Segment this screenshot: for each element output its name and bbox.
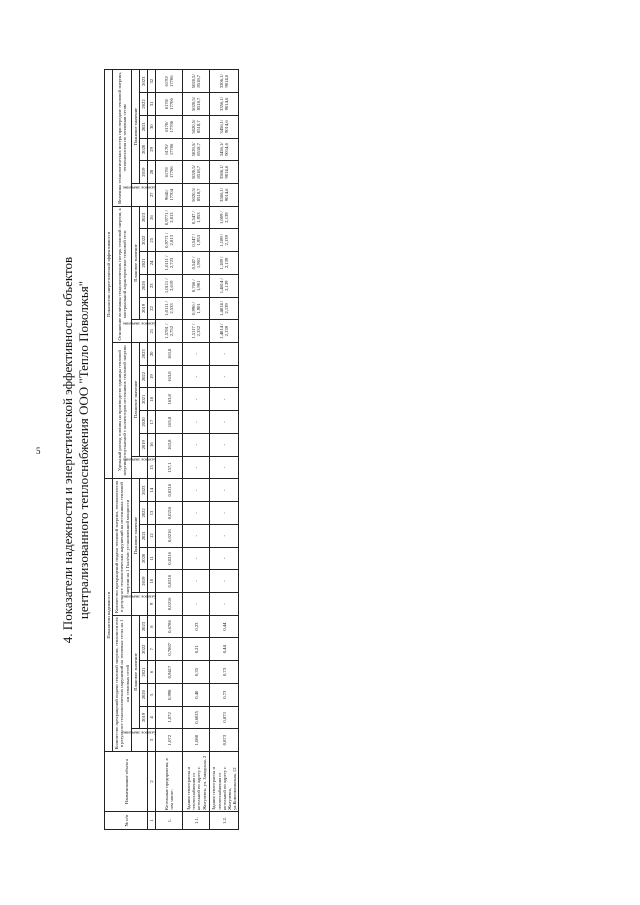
table-cell: 0,21 xyxy=(183,638,210,661)
header-year: 2019 xyxy=(140,570,148,593)
header-no: № п/п xyxy=(105,812,148,830)
header-year: 2022 xyxy=(140,502,148,525)
column-number: 1 xyxy=(148,812,156,830)
table-row xyxy=(210,70,239,830)
row-object-name: Здания теплотрассы и теплоснабжения от котельной по адресу г. Жигулевск, ул.Комсомольская, 12 xyxy=(210,752,239,812)
table-cell: 0,6786 xyxy=(156,615,183,638)
table-cell: 0,9771 / 2,813 xyxy=(156,229,183,252)
table-cell: - xyxy=(183,479,210,502)
header-base-label: Базовое значение xyxy=(122,730,157,736)
table-cell: 1,4814 / 2,139 xyxy=(210,320,239,343)
table-cell: 6170/ 17706 xyxy=(156,161,183,184)
column-number: 32 xyxy=(148,70,156,93)
table-cell: 0,0216 xyxy=(156,479,183,502)
header-group-4: Отношение величины технологических потерь тепловой энергии, к материальной характеристике тепловой сети xyxy=(113,206,132,342)
table-cell: 0,23 xyxy=(183,615,210,638)
header-year: 2023 xyxy=(140,70,148,93)
table-cell: - xyxy=(183,547,210,570)
table-cell: 5020,5/ 8518,7 xyxy=(183,93,210,116)
column-number: 19 xyxy=(148,365,156,388)
table-cell: 1,189 / 2,139 xyxy=(210,252,239,275)
header-year: 2020 xyxy=(140,683,148,706)
table-cell: 0,547 / 1,901 xyxy=(183,252,210,275)
table-cell: - xyxy=(210,411,239,434)
header-year: 2020 xyxy=(140,547,148,570)
header-year: 2022 xyxy=(140,229,148,252)
table-cell: 1,189 / 2,139 xyxy=(210,229,239,252)
header-year: 2023 xyxy=(140,479,148,502)
header-year: 2019 xyxy=(140,433,148,456)
table-cell: 1,072 xyxy=(156,706,183,729)
column-number: 30 xyxy=(148,115,156,138)
column-number: 9 xyxy=(148,592,156,615)
table-cell: - xyxy=(183,343,210,366)
header-year: 2022 xyxy=(140,93,148,116)
header-plan-value-1: Плановое значение xyxy=(131,615,139,729)
column-number: 22 xyxy=(148,297,156,320)
table-cell: - xyxy=(183,456,210,479)
header-plan-value-4: Плановое значение xyxy=(131,206,139,320)
table-cell: 0,73 xyxy=(210,683,239,706)
header-base-label: Базовое значение xyxy=(122,185,157,191)
table-cell: 1,072 xyxy=(156,729,183,752)
indicators-table-wrap xyxy=(104,70,239,830)
table-cell: 5020,5/ 8518,7 xyxy=(183,138,210,161)
table-cell: 0,873 xyxy=(210,729,239,752)
table-cell: - xyxy=(210,592,239,615)
table-cell: 0,6025 xyxy=(183,706,210,729)
column-number: 2 xyxy=(148,752,156,812)
column-number: 29 xyxy=(148,138,156,161)
table-cell: - xyxy=(183,524,210,547)
column-number: 28 xyxy=(148,161,156,184)
table-cell: - xyxy=(210,570,239,593)
table-cell: 163,8 xyxy=(156,411,183,434)
table-cell: 3506,1/ 9014,6 xyxy=(210,161,239,184)
row-number: 1.1. xyxy=(183,812,210,830)
document-title xyxy=(60,70,100,830)
column-number: 12 xyxy=(148,524,156,547)
table-cell: - xyxy=(210,433,239,456)
column-number: 20 xyxy=(148,343,156,366)
column-number: 21 xyxy=(148,320,156,343)
column-number: 11 xyxy=(148,547,156,570)
table-cell: 0,547 / 1,953 xyxy=(183,229,210,252)
table-cell: 1,0111 / 2,533 xyxy=(156,297,183,320)
table-cell: 6170/ 17706 xyxy=(156,138,183,161)
header-year: 2021 xyxy=(140,524,148,547)
table-cell: 1,0111 / 2,619 xyxy=(156,274,183,297)
header-plan-value-5: Плановое значение xyxy=(131,70,139,184)
table-cell: 0,9771 / 2,813 xyxy=(156,206,183,229)
header-year: 2023 xyxy=(140,206,148,229)
column-number: 24 xyxy=(148,252,156,275)
column-number: 4 xyxy=(148,706,156,729)
column-number: 6 xyxy=(148,661,156,684)
table-cell: - xyxy=(183,388,210,411)
table-cell: 1,4814 / 2,139 xyxy=(210,274,239,297)
table-cell: 0,44 xyxy=(210,638,239,661)
header-year: 2022 xyxy=(140,638,148,661)
table-cell: 0,547 / 1,953 xyxy=(183,206,210,229)
column-number: 16 xyxy=(148,433,156,456)
table-cell: 3206,1/ 9014,6 xyxy=(210,70,239,93)
column-number: 17 xyxy=(148,411,156,434)
table-cell: - xyxy=(210,547,239,570)
header-year: 2019 xyxy=(140,161,148,184)
table-cell: 1,0111 / 2,723 xyxy=(156,252,183,275)
table-cell: 1,088 xyxy=(183,729,210,752)
table-cell: - xyxy=(210,502,239,525)
header-year: 2020 xyxy=(140,138,148,161)
header-base-value-1 xyxy=(122,729,157,752)
table-cell: 1,4814 / 2,139 xyxy=(210,297,239,320)
table-cell: 0,7807 xyxy=(156,638,183,661)
table-cell: 3356,1/ 9014,6 xyxy=(210,93,239,116)
table-cell: - xyxy=(183,411,210,434)
table-cell: 0,40 xyxy=(183,683,210,706)
column-number: 14 xyxy=(148,479,156,502)
header-reliability: Показатели надежности xyxy=(105,479,113,752)
header-year: 2023 xyxy=(140,343,148,366)
table-cell: 157,1 xyxy=(156,456,183,479)
column-number: 15 xyxy=(148,456,156,479)
table-cell: 1,009 / 2,139 xyxy=(210,206,239,229)
table-cell: 0,44 xyxy=(210,615,239,638)
column-number: 3 xyxy=(148,729,156,752)
column-number: 31 xyxy=(148,93,156,116)
header-year: 2019 xyxy=(140,297,148,320)
table-cell: 0,9417 xyxy=(156,661,183,684)
header-year: 2022 xyxy=(140,365,148,388)
indicators-table xyxy=(104,69,239,830)
column-number: 27 xyxy=(148,183,156,206)
table-cell: 9641/ 17704 xyxy=(156,183,183,206)
table-row xyxy=(183,70,210,830)
table-cell: 3506,1/ 9014,6 xyxy=(210,183,239,206)
header-efficiency: Показатели энергетической эффективности xyxy=(105,70,113,479)
header-year: 2020 xyxy=(140,274,148,297)
table-cell: 5020,5/ 8518,7 xyxy=(183,70,210,93)
table-cell: - xyxy=(210,479,239,502)
title-line-1: 4. Показатели надежности и энергетической эффективности объектов xyxy=(60,256,75,644)
column-number: 8 xyxy=(148,615,156,638)
table-cell: 0,766 / 1,901 xyxy=(183,274,210,297)
header-year: 2021 xyxy=(140,252,148,275)
table-cell: 0,998 xyxy=(156,683,183,706)
table-cell: 3456,1/ 9014,6 xyxy=(210,115,239,138)
column-number: 13 xyxy=(148,502,156,525)
table-cell: 0,0216 xyxy=(156,524,183,547)
table-cell: 163,8 xyxy=(156,343,183,366)
row-number: 1. xyxy=(156,812,183,830)
table-cell: 5020,5/ 8518,7 xyxy=(183,161,210,184)
header-group-1: Количество прекращений подачи тепловой энергии, теплоносителя в результате технологических нарушений на тепловых сетях на 1 км тепловых сетей xyxy=(113,615,132,751)
title-line-2: централизованного теплоснабжения ООО "Тепло Поволжья" xyxy=(76,280,91,620)
table-cell: - xyxy=(210,365,239,388)
table-cell: 3456,1/ 9014,6 xyxy=(210,138,239,161)
table-cell: - xyxy=(183,592,210,615)
table-cell: - xyxy=(183,365,210,388)
header-year: 2021 xyxy=(140,115,148,138)
table-cell: - xyxy=(183,570,210,593)
table-cell: - xyxy=(210,388,239,411)
header-year: 2021 xyxy=(140,388,148,411)
column-number-row xyxy=(148,70,156,830)
header-group-2: Количество прекращений подачи тепловой энергии, теплоносителя в результате технологических нарушений на источниках тепловой энергии на 1 Гкал/час установленной мощности xyxy=(113,479,132,615)
page-number: 5 xyxy=(36,446,41,456)
table-cell: 163,8 xyxy=(156,433,183,456)
header-year: 2020 xyxy=(140,411,148,434)
table-cell: 5020,5/ 8518,7 xyxy=(183,183,210,206)
header-name: Наименование объекта xyxy=(105,752,148,812)
header-base-label: Базовое значение xyxy=(122,457,157,463)
header-year: 2021 xyxy=(140,661,148,684)
column-number: 7 xyxy=(148,638,156,661)
table-cell: - xyxy=(210,456,239,479)
table-cell: 0,0216 xyxy=(156,592,183,615)
table-cell: 0,73 xyxy=(210,661,239,684)
table-cell: - xyxy=(210,343,239,366)
table-cell: 6170/ 17706 xyxy=(156,115,183,138)
column-number: 25 xyxy=(148,229,156,252)
table-cell: - xyxy=(183,502,210,525)
table-cell: 0,0216 xyxy=(156,570,183,593)
row-number: 1.2. xyxy=(210,812,239,830)
table-cell: 6170/ 17706 xyxy=(156,93,183,116)
header-plan-value-3: Плановое значение xyxy=(131,343,139,457)
header-group-5: Величина технологических потерь при передаче тепловой энергии, теплоносителя по тепловым сетям xyxy=(113,70,132,206)
table-cell: 163,8 xyxy=(156,365,183,388)
column-number: 10 xyxy=(148,570,156,593)
column-number: 5 xyxy=(148,683,156,706)
table-cell: 6170/ 17706 xyxy=(156,70,183,93)
header-base-label: Базовое значение xyxy=(122,594,157,600)
table-cell: 163,8 xyxy=(156,388,183,411)
header-year: 2023 xyxy=(140,615,148,638)
header-year: 2019 xyxy=(140,706,148,729)
header-base-label: Базовое значение xyxy=(122,321,157,327)
row-object-name: Котельные предприятия, в том числе: xyxy=(156,752,183,812)
table-cell: 1,5117 / 2,332 xyxy=(183,320,210,343)
header-group-3: Удельный расход топлива на производство единицы тепловой энергии, отпускаемой с коллекторов источников тепловой энергии xyxy=(113,343,132,479)
table-cell: - xyxy=(210,524,239,547)
column-number: 18 xyxy=(148,388,156,411)
table-cell: 0,0216 xyxy=(156,547,183,570)
table-cell: - xyxy=(183,433,210,456)
header-plan-value-2: Плановое значение xyxy=(131,479,139,593)
column-number: 26 xyxy=(148,206,156,229)
table-cell: 0,35 xyxy=(183,661,210,684)
landscape-sheet xyxy=(60,70,580,830)
table-cell: 5020,5/ 8518,7 xyxy=(183,115,210,138)
table-cell: 0,0216 xyxy=(156,502,183,525)
table-cell: 0,996 / 1,901 xyxy=(183,297,210,320)
table-cell: 1,5781 / 2,752 xyxy=(156,320,183,343)
header-base-value-2 xyxy=(122,592,157,615)
table-cell: 0,873 xyxy=(210,706,239,729)
row-object-name: Здания теплотрассы и теплоснабжения от котельной по адресу г. Жигулевск, ул. Заводская, 2 xyxy=(183,752,210,812)
table-row xyxy=(156,70,183,830)
column-number: 23 xyxy=(148,274,156,297)
